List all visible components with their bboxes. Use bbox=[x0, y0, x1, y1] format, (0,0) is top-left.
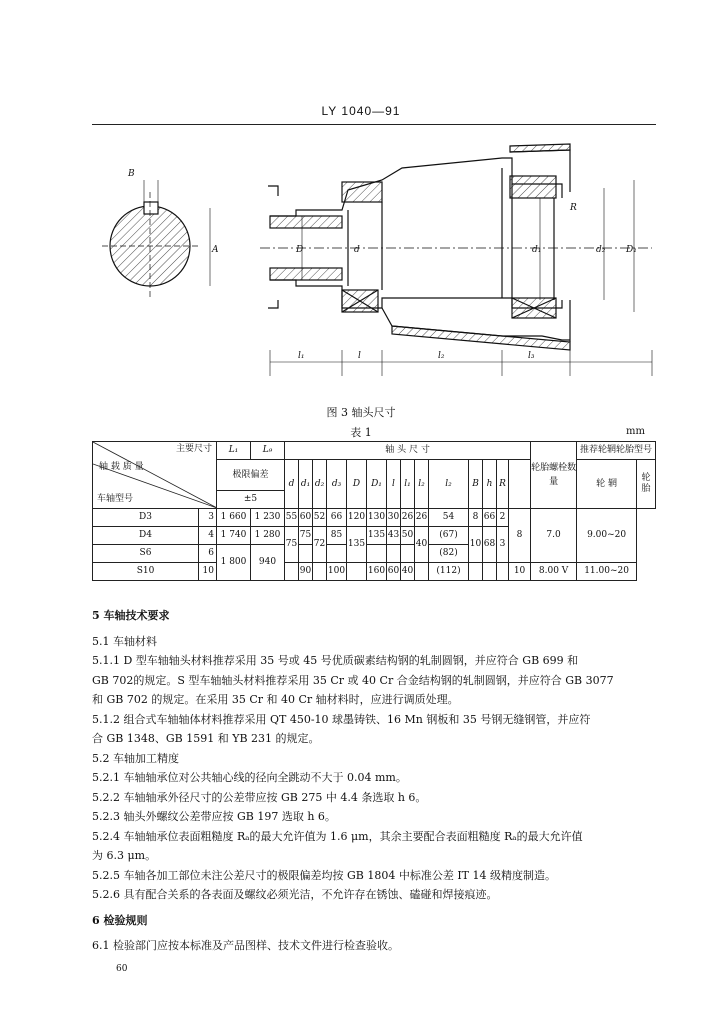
para-5-2-4b: 为 6.3 μm。 bbox=[92, 849, 157, 862]
section-5: 5 车轴技术要求 bbox=[92, 609, 170, 622]
table-unit: mm bbox=[626, 426, 645, 437]
col-limit-dev: 极限偏差 bbox=[217, 460, 285, 491]
label-l3: l₃ bbox=[528, 351, 535, 361]
header-rule bbox=[92, 124, 656, 125]
col-rim: 轮 辋 bbox=[577, 460, 637, 509]
col-d2: d₂ bbox=[313, 460, 327, 509]
label-d1: d₁ bbox=[532, 245, 542, 255]
para-5-2-3: 5.2.3 轴头外螺纹公差带应按 GB 197 选取 h 6。 bbox=[92, 810, 336, 823]
label-d: d bbox=[354, 245, 360, 255]
para-5-1-1a: 5.1.1 D 型车轴轴头材料推荐采用 35 号或 45 号优质碳素结构钢的轧制圆钢，并应符合 GB 699 和 bbox=[92, 654, 579, 667]
col-D1: D₁ bbox=[367, 460, 387, 509]
header-main-size: 主要尺寸 bbox=[175, 444, 212, 454]
para-5-1-1b: GB 702的规定。S 型车轴轴头材料推荐采用 35 Cr 或 40 Cr 合金结构钢的轧制圆钢，并应符合 GB 3077 bbox=[92, 673, 614, 687]
col-shaft-head-size: 轴 头 尺 寸 bbox=[285, 442, 531, 460]
table-row: D4 4 1 740 1 280 75 75 72 85 135 135 43 50 40 (67) 10 68 3 bbox=[93, 527, 656, 545]
para-5-2-1: 5.2.1 车轴轴承位对公共轴心线的径向全跳动不大于 0.04 mm。 bbox=[92, 771, 407, 784]
para-5-2-4a: 5.2.4 车轴轴承位表面粗糙度 Rₐ的最大允许值为 1.6 μm，其余主要配合表面粗糙度 Rₐ的最大允许值 bbox=[92, 829, 583, 843]
para-6-1: 6.1 检验部门应按本标准及产品图样、技术文件进行检查验收。 bbox=[92, 939, 399, 952]
col-wheel-studs: 轮胎螺栓数量 bbox=[531, 442, 577, 509]
table-row: D3 3 1 660 1 230 55 60 52 66 120 130 30 26 26 54 8 66 2 8 7.0 9.00~20 bbox=[93, 509, 656, 527]
label-L1: l₁ bbox=[298, 351, 305, 361]
para-5-1-2a: 5.1.2 组合式车轴轴体材料推荐采用 QT 450-10 球墨铸铁、16 Mn 钢板和 35 号钢无缝钢管，并应符 bbox=[92, 712, 591, 726]
col-l: l bbox=[387, 460, 401, 509]
body-text bbox=[92, 606, 658, 956]
shaft-head-drawing bbox=[92, 140, 672, 400]
header-axle-model: 车轴型号 bbox=[97, 494, 134, 504]
col-recommended: 推荐轮辋轮胎型号 bbox=[577, 442, 656, 460]
page-number: 60 bbox=[116, 964, 128, 974]
label-l2: l₂ bbox=[438, 351, 445, 361]
section-5-2: 5.2 车轴加工精度 bbox=[92, 751, 179, 765]
label-d2: d₂ bbox=[596, 245, 606, 255]
col-R: R bbox=[497, 460, 509, 509]
col-l2: l₂ bbox=[429, 460, 469, 509]
standard-code-header: LY 1040—91 bbox=[321, 104, 401, 118]
para-5-1-1c: 和 GB 702 的规定。在采用 35 Cr 和 40 Cr 轴材料时，应进行调质处理。 bbox=[92, 693, 459, 706]
para-5-2-6: 5.2.6 具有配合关系的各表面及螺纹必须光洁，不允许存在锈蚀、磕碰和焊接痕迹。 bbox=[92, 888, 498, 901]
col-d1: d₁ bbox=[299, 460, 313, 509]
header-axle-load: 轴 载 质 量 bbox=[99, 462, 144, 472]
label-l: l bbox=[358, 351, 361, 361]
label-R: R bbox=[570, 203, 577, 213]
col-tire: 轮 胎 bbox=[637, 460, 656, 509]
table-row: S6 6 1 800 940 (82) bbox=[93, 545, 656, 563]
col-tolerance: ±5 bbox=[217, 491, 285, 509]
section-6: 6 检验规则 bbox=[92, 913, 148, 927]
col-l3: l₂ bbox=[415, 460, 429, 509]
col-d3: d₃ bbox=[327, 460, 347, 509]
label-A: A bbox=[212, 245, 219, 255]
para-5-2-2: 5.2.2 车轴轴承外径尺寸的公差带应按 GB 275 中 4.4 条选取 h 6。 bbox=[92, 790, 427, 804]
axle-spec-table bbox=[92, 441, 656, 581]
para-5-2-5: 5.2.5 车轴各加工部位未注公差尺寸的极限偏差均按 GB 1804 中标准公差 IT 14 级精度制造。 bbox=[92, 868, 557, 882]
col-l1: l₁ bbox=[401, 460, 415, 509]
para-5-1-2b: 合 GB 1348、GB 1591 和 YB 231 的规定。 bbox=[92, 732, 320, 745]
col-d: d bbox=[285, 460, 299, 509]
section-5-1: 5.1 车轴材料 bbox=[92, 634, 157, 648]
label-B: B bbox=[128, 169, 135, 179]
col-D: D bbox=[347, 460, 367, 509]
diagonal-header-cell bbox=[93, 442, 217, 509]
label-D: D bbox=[296, 245, 304, 255]
col-h: h bbox=[483, 460, 497, 509]
col-L9: L₉ bbox=[251, 442, 285, 460]
table-title: 表 1 bbox=[350, 426, 372, 439]
figure-caption: 图 3 轴头尺寸 bbox=[326, 406, 396, 419]
label-D1: D₁ bbox=[626, 245, 637, 255]
col-L1: L₁ bbox=[217, 442, 251, 460]
table-row: S10 10 90 100 160 60 40 (112) 10 8.00 V 11.00~20 bbox=[93, 563, 656, 581]
col-B: B bbox=[469, 460, 483, 509]
